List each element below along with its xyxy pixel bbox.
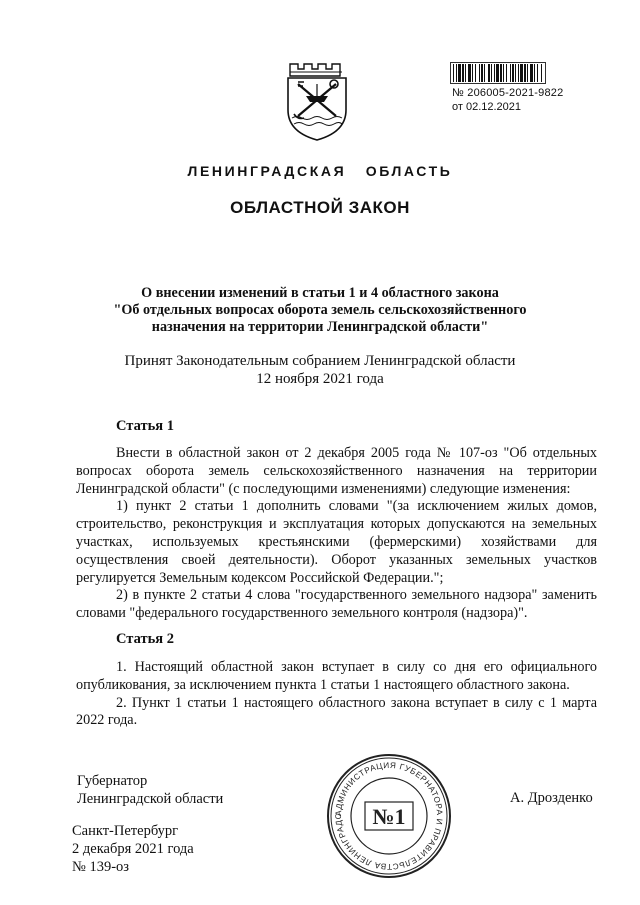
barcode-bar bbox=[530, 64, 533, 82]
barcode-bar bbox=[541, 64, 542, 82]
barcode-bar bbox=[537, 64, 538, 82]
law-title-line-1: О внесении изменений в статьи 1 и 4 областного закона bbox=[141, 285, 499, 301]
signing-details bbox=[72, 822, 194, 876]
barcode-bar bbox=[500, 64, 502, 82]
coat-of-arms-emblem bbox=[284, 60, 350, 142]
barcode-bar bbox=[453, 64, 454, 82]
barcode-bar bbox=[462, 64, 464, 82]
article-2-item-2: 2. Пункт 1 статьи 1 настоящего областного закона вступает в силу с 1 марта 2022 года. bbox=[76, 694, 597, 729]
barcode-bar bbox=[465, 64, 466, 82]
barcode-bar bbox=[481, 64, 483, 82]
barcode-bar bbox=[524, 64, 526, 82]
barcode-bar bbox=[515, 64, 516, 82]
registration-number: № 206005-2021-9822 bbox=[452, 87, 564, 99]
law-number: № 139-оз bbox=[72, 859, 130, 875]
registration-date: от 02.12.2021 bbox=[452, 101, 522, 113]
barcode-bar bbox=[534, 64, 535, 82]
barcode-bar bbox=[488, 64, 490, 82]
seal-ring-text: АДМИНИСТРАЦИЯ ГУБЕРНАТОРА И ПРАВИТЕЛЬСТВА ЛЕНИНГРАДС bbox=[333, 760, 445, 872]
adoption-line-1: Принят Законодательным собранием Ленинградской области bbox=[124, 353, 516, 369]
article-1-item-2: 2) в пункте 2 статьи 4 слова "государственного земельного надзора" заменить словами "федерального государственного земельного контроля (надзора)". bbox=[76, 587, 597, 622]
signatory-name: А. Дрозденко bbox=[510, 790, 593, 806]
barcode-bar bbox=[506, 64, 507, 82]
barcode-bar bbox=[494, 64, 495, 82]
signatory-position bbox=[77, 772, 223, 808]
article-2-heading: Статья 2 bbox=[116, 631, 174, 647]
barcode-bar bbox=[472, 64, 473, 82]
barcode-bar bbox=[468, 64, 471, 82]
official-seal-stamp bbox=[325, 752, 453, 880]
adoption-note bbox=[40, 352, 600, 388]
law-title-line-3: назначения на территории Ленинградской области" bbox=[151, 319, 489, 335]
signing-city: Санкт-Петербург bbox=[72, 823, 179, 839]
law-title-line-2: "Об отдельных вопросах оборота земель сельскохозяйственного bbox=[113, 302, 527, 318]
adoption-line-2: 12 ноября 2021 года bbox=[256, 371, 384, 387]
article-2-item-1: 1. Настоящий областной закон вступает в силу со дня его официального опубликования, за исключением пункта 1 статьи 1 настоящего областного закона. bbox=[76, 659, 597, 693]
signatory-position-line-2: Ленинградской области bbox=[77, 791, 224, 807]
barcode-bar bbox=[510, 64, 511, 82]
law-title bbox=[60, 285, 580, 336]
barcode-bar bbox=[527, 64, 528, 82]
region-heading: ЛЕНИНГРАДСКАЯ ОБЛАСТЬ bbox=[187, 163, 453, 179]
article-2-body bbox=[76, 659, 597, 730]
barcode-bar bbox=[458, 64, 461, 82]
article-1-heading: Статья 1 bbox=[116, 418, 174, 434]
barcode-bar bbox=[503, 64, 504, 82]
signatory-position-line-1: Губернатор bbox=[77, 773, 148, 789]
article-1-body bbox=[76, 445, 597, 623]
barcode-bar bbox=[475, 64, 476, 82]
seal-center-number: №1 bbox=[372, 804, 406, 829]
signing-date: 2 декабря 2021 года bbox=[72, 841, 194, 857]
barcode-bar bbox=[496, 64, 499, 82]
barcode-bar bbox=[484, 64, 485, 82]
barcode bbox=[450, 62, 546, 84]
article-1-intro: Внести в областной закон от 2 декабря 2005 года № 107-оз "Об отдельных вопросах оборота земель сельскохозяйственного назначения на территории Ленинградской области" (с последующими изменениями) следующие изменения: bbox=[76, 445, 597, 497]
document-type-heading: ОБЛАСТНОЙ ЗАКОН bbox=[230, 198, 410, 217]
article-1-item-1: 1) пункт 2 статьи 1 дополнить словами "(за исключением жилых домов, строительство, реконструкция и эксплуатация которых допускаются на земельных участках, используемых крестьянскими (фермерскими) хозяйствами для осуществления своей деятельности). Оборот указанных земельных участков регулируется Земельным кодексом Российской Федерации."; bbox=[76, 498, 597, 586]
barcode-bar bbox=[518, 64, 519, 82]
barcode-bar bbox=[479, 64, 480, 82]
barcode-bar bbox=[456, 64, 457, 82]
barcode-bar bbox=[520, 64, 523, 82]
barcode-bar bbox=[512, 64, 514, 82]
barcode-bar bbox=[491, 64, 492, 82]
